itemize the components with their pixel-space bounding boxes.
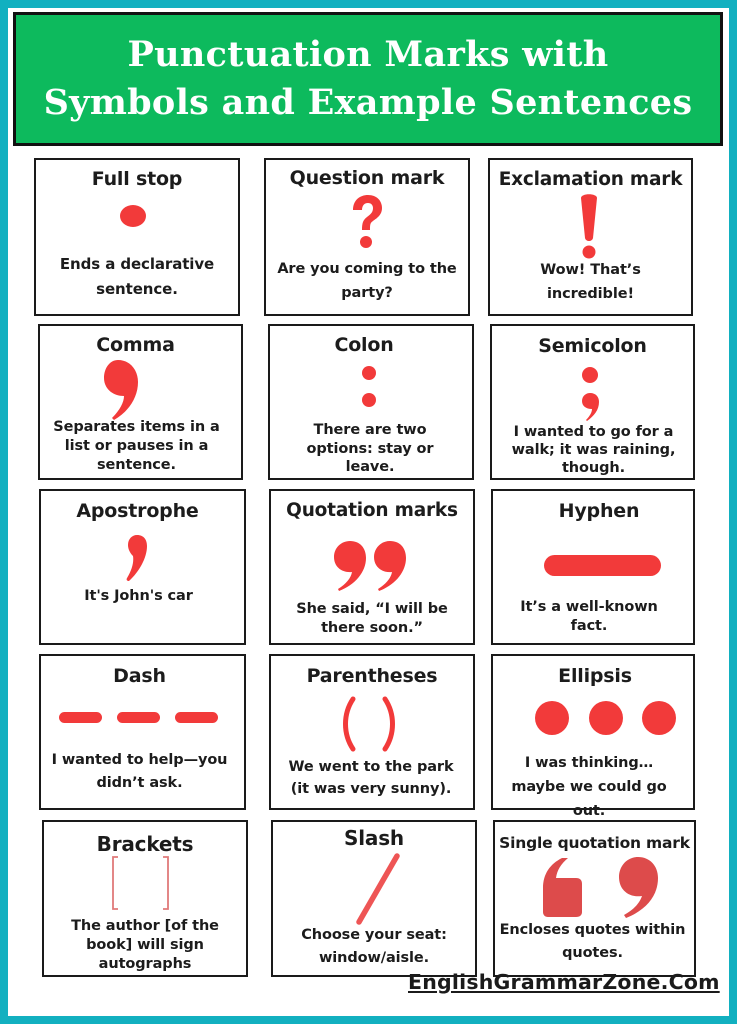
- card-title: Ellipsis: [558, 665, 632, 687]
- semicolon-icon: [580, 366, 602, 422]
- card-title: Colon: [334, 334, 394, 356]
- card-example: I wanted to help—you didn’t ask.: [51, 752, 228, 791]
- colon-icon: [361, 365, 377, 409]
- card-title: Full stop: [91, 168, 183, 190]
- card-brackets: [42, 820, 248, 977]
- page-title-line-2: Symbols and Example Sentences: [43, 82, 693, 123]
- card-title: Hyphen: [558, 500, 640, 522]
- exclamation-mark-icon: [578, 192, 600, 262]
- card-comma: [38, 324, 243, 480]
- card-example: Encloses quotes within quotes.: [499, 922, 686, 961]
- card-colon: [268, 324, 474, 480]
- card-question-mark: [264, 158, 470, 316]
- card-title: Brackets: [96, 832, 194, 856]
- quotation-marks-icon: [333, 540, 407, 592]
- card-title: Quotation marks: [286, 500, 458, 521]
- card-example: I was thinking… maybe we could go out.: [511, 755, 667, 819]
- card-example: Ends a declarative sentence.: [59, 255, 215, 298]
- card-title: Slash: [344, 826, 404, 850]
- card-single-quotation-mark: [493, 820, 696, 977]
- card-example: Choose your seat: window/aisle.: [301, 927, 447, 966]
- full-stop-icon: [119, 203, 149, 229]
- card-title: Question mark: [289, 167, 445, 189]
- card-title: Comma: [96, 334, 175, 356]
- slash-icon: [353, 852, 403, 926]
- card-full-stop: [34, 158, 240, 316]
- card-title: Semicolon: [538, 335, 647, 357]
- page-title-line-1: Punctuation Marks with: [127, 34, 609, 75]
- card-example: We went to the park (it was very sunny).: [288, 759, 454, 797]
- ellipsis-icon: [535, 701, 679, 737]
- card-title: Apostrophe: [76, 500, 199, 522]
- card-exclamation-mark: [488, 158, 693, 316]
- card-dash: [39, 654, 246, 810]
- card-example: It's John's car: [84, 588, 193, 604]
- card-title: Single quotation mark: [499, 834, 690, 852]
- card-hyphen: [491, 489, 695, 645]
- card-example: It’s a well-known fact.: [520, 599, 658, 634]
- apostrophe-icon: [123, 534, 149, 582]
- card-apostrophe: [39, 489, 246, 645]
- title-banner: [13, 12, 723, 146]
- card-quotation-marks: [269, 489, 475, 645]
- hyphen-icon: [544, 555, 662, 577]
- comma-icon: [100, 358, 142, 420]
- card-example: Wow! That’s incredible!: [540, 262, 641, 302]
- card-example: She said, “I will be there soon.”: [296, 601, 448, 636]
- parentheses-icon: [341, 696, 397, 752]
- card-example: The author [of the book] will sign autographs: [71, 918, 219, 972]
- card-slash: [271, 820, 477, 977]
- card-example: I wanted to go for a walk; it was raining, though.: [511, 424, 676, 476]
- card-parentheses: [269, 654, 475, 810]
- brackets-icon: [112, 856, 170, 910]
- card-title: Dash: [113, 665, 166, 687]
- dash-icon: [59, 712, 221, 724]
- footer-site-link[interactable]: EnglishGrammarZone.Com: [408, 970, 720, 994]
- card-example: Are you coming to the party?: [277, 261, 457, 301]
- question-mark-icon: [350, 194, 384, 252]
- single-quotation-mark-icon: [542, 856, 660, 918]
- card-title: Parentheses: [306, 665, 438, 687]
- card-title: Exclamation mark: [498, 169, 683, 190]
- card-example: Separates items in a list or pauses in a sentence.: [53, 419, 220, 473]
- card-semicolon: [490, 324, 695, 480]
- card-ellipsis: [491, 654, 695, 819]
- card-example: There are two options: stay or leave.: [306, 422, 434, 475]
